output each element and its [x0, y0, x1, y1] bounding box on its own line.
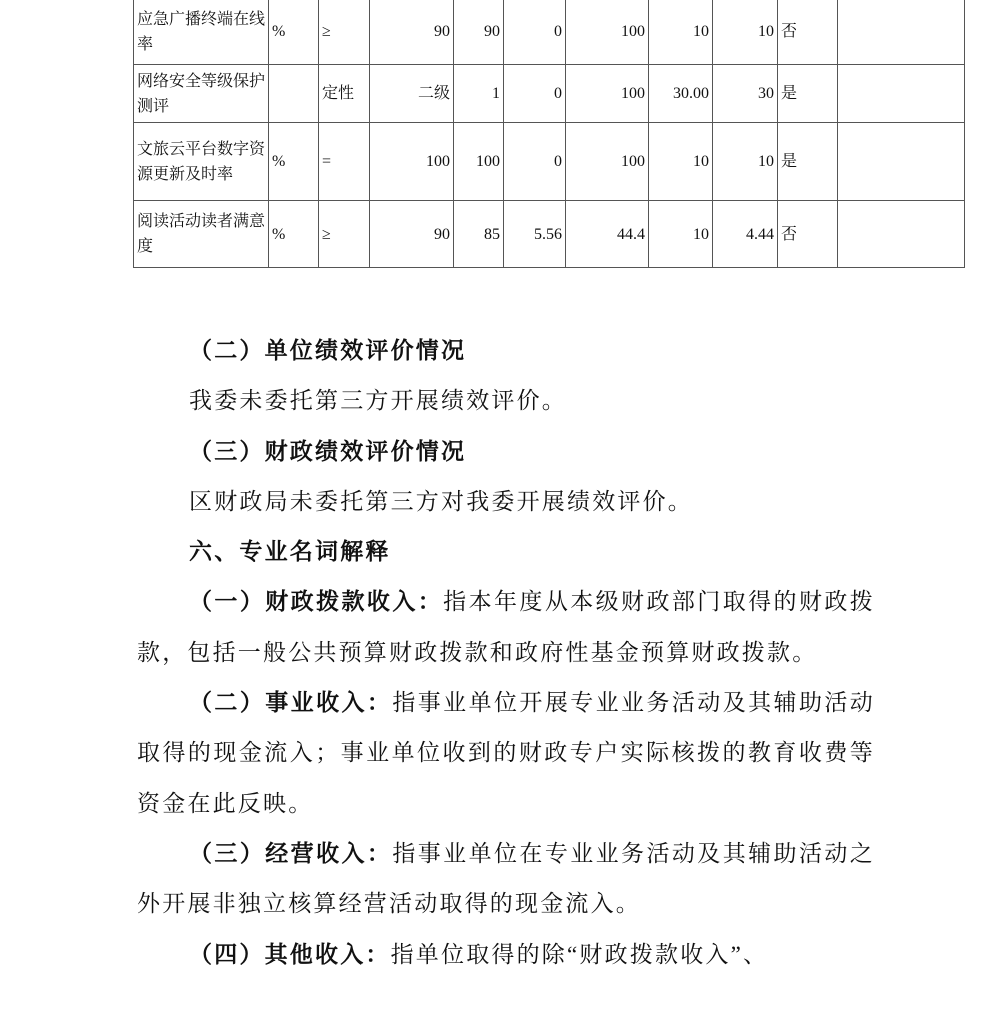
table-cell: 30	[713, 65, 778, 123]
table-row	[134, 0, 965, 65]
chapter-heading: 六、专业名词解释	[189, 539, 391, 565]
table-cell: 10	[649, 201, 713, 268]
table-cell	[838, 123, 965, 201]
table-cell: 二级	[370, 65, 454, 123]
table-cell: 定性	[319, 65, 370, 123]
table-cell: 否	[778, 201, 838, 268]
paragraph: 我委未委托第三方开展绩效评价。	[189, 388, 567, 414]
section-heading: （三）财政绩效评价情况	[189, 438, 467, 464]
table-cell: 否	[778, 0, 838, 65]
term: （二）事业收入：	[189, 690, 393, 716]
performance-indicator-table	[133, 0, 965, 268]
table-cell: 4.44	[713, 201, 778, 268]
table-cell	[269, 65, 319, 123]
term: （四）其他收入：	[189, 941, 391, 967]
table-cell: 10	[649, 0, 713, 65]
table-cell: 是	[778, 123, 838, 201]
table-row	[134, 201, 965, 268]
table-cell: 100	[566, 123, 649, 201]
term: （一）财政拨款收入：	[189, 589, 444, 615]
table-row	[134, 123, 965, 201]
section-heading: （二）单位绩效评价情况	[189, 338, 467, 363]
table-cell: ≥	[319, 201, 370, 268]
table-cell: 10	[649, 123, 713, 201]
table-cell: 10	[713, 0, 778, 65]
table-cell: 85	[454, 201, 504, 268]
table-cell: 文旅云平台数字资源更新及时率	[134, 123, 269, 201]
definition: 指单位取得的除“财政拨款收入”、	[390, 941, 769, 967]
document-body	[137, 326, 875, 980]
table-cell: 网络安全等级保护测评	[134, 65, 269, 123]
definition-paragraph	[137, 829, 875, 930]
table-cell: 应急广播终端在线率	[134, 0, 269, 65]
term: （三）经营收入：	[189, 840, 393, 866]
table-cell: 10	[713, 123, 778, 201]
table-cell: ≥	[319, 0, 370, 65]
definition: 指事业单位开展专业业务活动及其辅助活动取得的现金流入；事业单位收到的财政专户实际核拨的教育收费等资金在此反映。	[137, 690, 875, 816]
table-row	[134, 65, 965, 123]
table-cell: 1	[454, 65, 504, 123]
definition: 指本年度从本级财政部门取得的财政拨款，包括一般公共预算财政拨款和政府性基金预算财政拨款。	[137, 589, 875, 665]
table-cell: 44.4	[566, 201, 649, 268]
table-cell: 100	[454, 123, 504, 201]
table-cell	[838, 201, 965, 268]
table-cell: 90	[370, 0, 454, 65]
table-cell: =	[319, 123, 370, 201]
paragraph: 区财政局未委托第三方对我委开展绩效评价。	[189, 488, 693, 514]
table-cell: 5.56	[504, 201, 566, 268]
table-cell: %	[269, 0, 319, 65]
table-cell: 100	[566, 0, 649, 65]
table-cell	[838, 65, 965, 123]
table-cell: 90	[454, 0, 504, 65]
table-cell: 0	[504, 65, 566, 123]
table-cell: 90	[370, 201, 454, 268]
table-cell: 100	[370, 123, 454, 201]
table-cell	[838, 0, 965, 65]
table-cell: 30.00	[649, 65, 713, 123]
table-cell: 100	[566, 65, 649, 123]
definition-paragraph	[137, 678, 875, 829]
table-cell: %	[269, 201, 319, 268]
table-cell: 阅读活动读者满意度	[134, 201, 269, 268]
table-cell: 是	[778, 65, 838, 123]
definition-paragraph	[137, 930, 875, 980]
definition-paragraph	[137, 577, 875, 678]
table-cell: %	[269, 123, 319, 201]
table-cell: 0	[504, 0, 566, 65]
table-cell: 0	[504, 123, 566, 201]
definition: 指事业单位在专业业务活动及其辅助活动之外开展非独立核算经营活动取得的现金流入。	[137, 840, 875, 917]
